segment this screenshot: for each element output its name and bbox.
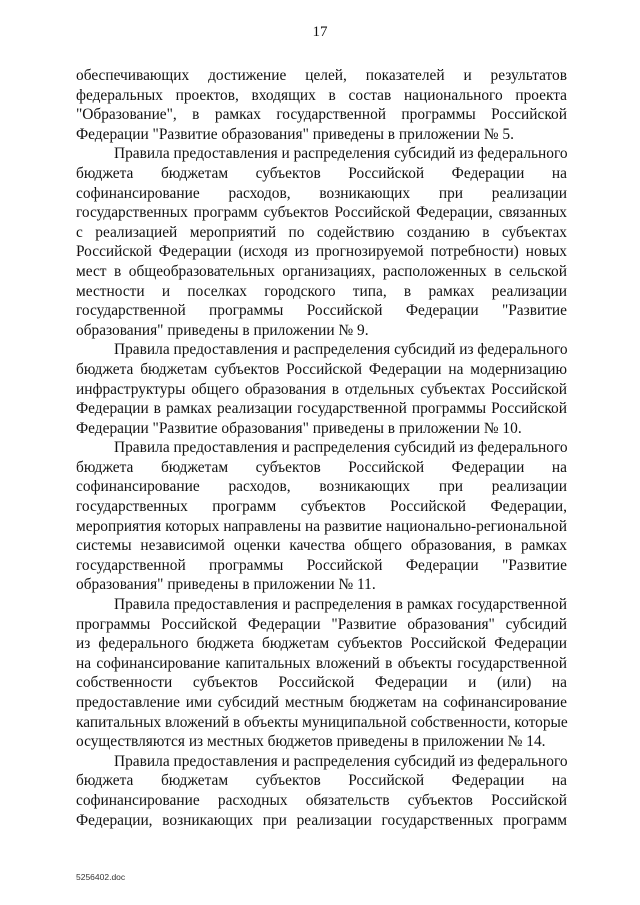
text-line: Правила предоставления и распределения субсидий из федерального — [114, 145, 568, 163]
text-line: образования" приведены в приложении № 9. — [76, 321, 369, 339]
text-line: "Образование", в рамках государственной программы Российской — [76, 106, 567, 124]
text-line: Правила предоставления и распределения субсидий из федерального — [114, 341, 568, 359]
text-line: из федерального бюджета бюджетам субъектов Российской Федерации — [76, 635, 567, 653]
text-line: осуществляются из местных бюджетов приведены в приложении № 14. — [76, 733, 546, 751]
text-line: бюджета бюджетам субъектов Российской Федерации на — [76, 772, 567, 790]
text-line: софинансирование расходов, возникающих при реализации — [76, 184, 567, 202]
text-line: образования" приведены в приложении № 11. — [76, 576, 376, 594]
text-line: Федерации "Развитие образования" приведены в приложении № 10. — [76, 419, 522, 437]
paragraph — [76, 752, 567, 830]
text-line: Федерации "Развитие образования" приведены в приложении № 5. — [76, 125, 514, 143]
text-line: софинансирование расходов, возникающих при реализации — [76, 478, 567, 496]
paragraph — [76, 66, 567, 144]
document-footer-filename: 5256402.doc — [76, 872, 126, 882]
text-line: Правила предоставления и распределения субсидий из федерального — [114, 439, 568, 457]
text-line: бюджета бюджетам субъектов Российской Федерации на модернизацию — [76, 360, 567, 378]
text-line: софинансирование расходных обязательств субъектов Российской — [76, 791, 567, 809]
text-line: инфраструктуры общего образования в отдельных субъектах Российской — [76, 380, 567, 398]
text-line: Российской Федерации (исходя из прогнозируемой потребности) новых — [76, 243, 567, 261]
paragraph — [76, 438, 567, 595]
text-line: программы Российской Федерации "Развитие образования" субсидий — [76, 615, 567, 633]
text-line: федеральных проектов, входящих в состав национального проекта — [76, 86, 567, 104]
text-line: Федерации, возникающих при реализации государственных программ — [76, 811, 567, 829]
text-line: системы независимой оценки качества общего образования, в рамках — [76, 537, 567, 555]
paragraph — [76, 144, 567, 340]
text-line: обеспечивающих достижение целей, показателей и результатов — [76, 67, 567, 84]
document-body — [76, 66, 567, 830]
text-line: государственных программ субъектов Российской Федерации, связанных — [76, 204, 567, 222]
text-line: с реализацией мероприятий по содействию созданию в субъектах — [76, 223, 567, 241]
text-line: предоставление ими субсидий местным бюджетам на софинансирование — [76, 694, 567, 711]
text-line: Правила предоставления и распределения субсидий из федерального — [114, 752, 568, 770]
text-line: мест в общеобразовательных организациях, расположенных в сельской — [76, 262, 567, 280]
text-line: капитальных вложений в объекты муниципальной собственности, которые — [76, 713, 568, 731]
text-line: государственной программы Российской Федерации "Развитие — [76, 302, 567, 320]
text-line: государственной программы Российской Федерации "Развитие — [76, 556, 567, 574]
paragraph — [76, 595, 567, 752]
text-line: Правила предоставления и распределения в рамках государственной — [114, 596, 567, 614]
paragraph — [76, 340, 567, 438]
text-line: собственности субъектов Российской Федерации и (или) на — [76, 674, 567, 692]
text-line: бюджета бюджетам субъектов Российской Федерации на — [76, 458, 567, 476]
text-line: на софинансирование капитальных вложений в объекты государственной — [76, 654, 567, 672]
text-line: местности и поселках городского типа, в рамках реализации — [76, 282, 567, 300]
text-line: государственных программ субъектов Российской Федерации, — [76, 498, 567, 516]
text-line: бюджета бюджетам субъектов Российской Федерации на — [76, 164, 567, 182]
page-number: 17 — [312, 24, 328, 40]
text-line: мероприятия которых направлены на развитие национально-региональной — [76, 517, 567, 535]
text-line: Федерации в рамках реализации государственной программы Российской — [76, 400, 567, 418]
